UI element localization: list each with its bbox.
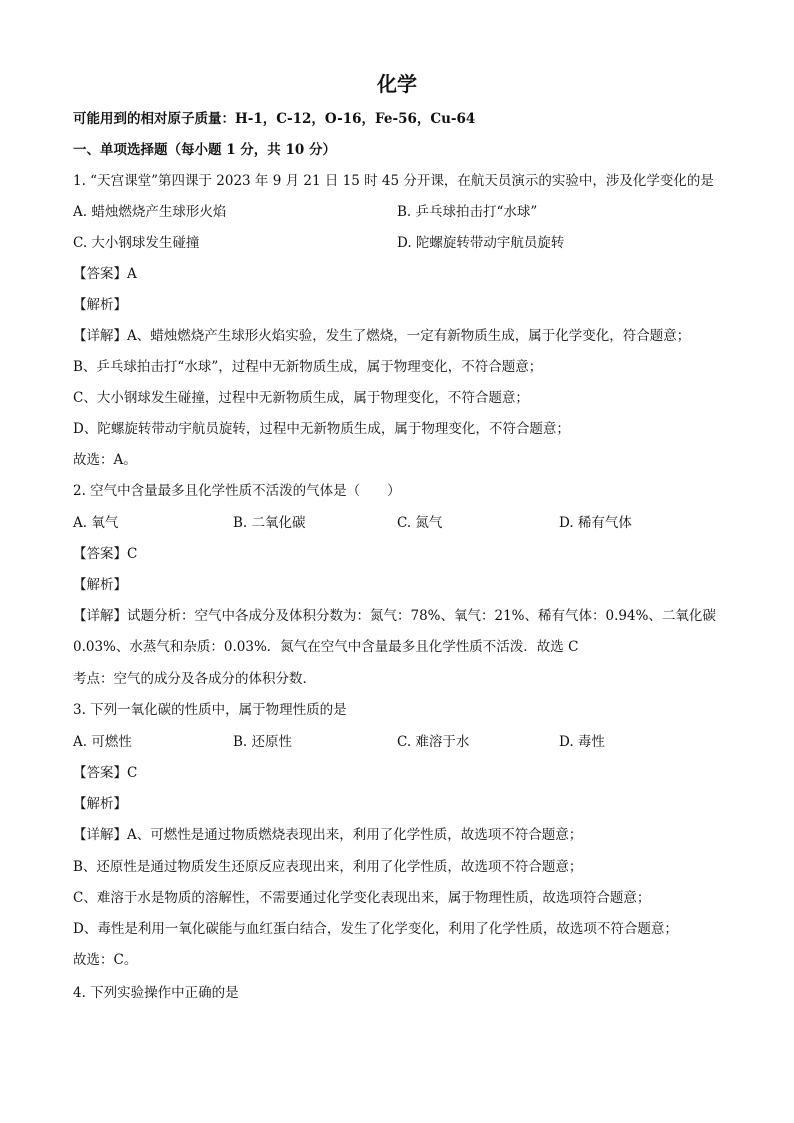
atomic-masses-note: 可能用到的相对原子质量：H-1，C-12，O-16，Fe-56，Cu-64 bbox=[73, 111, 476, 127]
question-1-option-b: B. 乒乓球拍击打“水球” bbox=[397, 204, 538, 220]
question-3-analysis: 【解析】 bbox=[73, 796, 127, 812]
question-2-detail-line: 考点：空气的成分及各成分的体积分数． bbox=[73, 671, 316, 687]
question-3-detail-line: 【详解】A、可燃性是通过物质燃烧表现出来，利用了化学性质，故选项不符合题意； bbox=[73, 827, 583, 843]
question-3-detail-line: C、难溶于水是物质的溶解性，不需要通过化学变化表现出来，属于物理性质，故选项符合题意； bbox=[73, 890, 651, 906]
question-3-option-a: A. 可燃性 bbox=[73, 734, 132, 750]
question-1-detail-line: 故选：A。 bbox=[73, 452, 137, 468]
question-1-detail-line: C、大小钢球发生碰撞，过程中无新物质生成，属于物理变化，不符合题意； bbox=[73, 390, 529, 406]
question-3-detail-line: 故选：C。 bbox=[73, 952, 138, 968]
section-heading: 一、单项选择题（每小题 1 分，共 10 分） bbox=[73, 142, 336, 158]
question-3-option-d: D. 毒性 bbox=[559, 734, 605, 750]
question-3-detail-line: D、毒性是利用一氧化碳能与血红蛋白结合，发生了化学变化，利用了化学性质，故选项不符合题意； bbox=[73, 921, 678, 937]
question-1-option-d: D. 陀螺旋转带动宇航员旋转 bbox=[397, 235, 565, 251]
question-2-detail-line: 0.03%、水蒸气和杂质：0.03%．氮气在空气中含量最多且化学性质不活泼．故选 C bbox=[73, 639, 579, 655]
page-title: 化学 bbox=[377, 72, 417, 96]
question-1-stem: 1. “天宫课堂”第四课于 2023 年 9 月 21 日 15 时 45 分开课，在航天员演示的实验中，涉及化学变化的是 bbox=[73, 173, 714, 189]
question-1-answer: 【答案】A bbox=[73, 266, 137, 282]
question-3-detail-line: B、还原性是通过物质发生还原反应表现出来，利用了化学性质，故选项不符合题意； bbox=[73, 859, 583, 875]
question-2-analysis: 【解析】 bbox=[73, 577, 127, 593]
question-4-stem: 4. 下列实验操作中正确的是 bbox=[73, 985, 239, 1001]
question-1-option-a: A. 蜡烛燃烧产生球形火焰 bbox=[73, 204, 227, 220]
question-2-stem: 2. 空气中含量最多且化学性质不活泼的气体是（ ） bbox=[73, 483, 401, 499]
question-2-option-b: B. 二氧化碳 bbox=[233, 515, 306, 531]
question-1-detail-line: D、陀螺旋转带动宇航员旋转，过程中无新物质生成，属于物理变化，不符合题意； bbox=[73, 421, 570, 437]
question-2-answer: 【答案】C bbox=[73, 546, 138, 562]
question-2-option-c: C. 氮气 bbox=[397, 515, 443, 531]
question-1-option-c: C. 大小钢球发生碰撞 bbox=[73, 235, 200, 251]
question-3-option-c: C. 难溶于水 bbox=[397, 734, 470, 750]
question-3-stem: 3. 下列一氧化碳的性质中，属于物理性质的是 bbox=[73, 702, 347, 718]
question-1-analysis: 【解析】 bbox=[73, 297, 127, 313]
question-2-option-a: A. 氧气 bbox=[73, 515, 119, 531]
question-3-answer: 【答案】C bbox=[73, 765, 138, 781]
question-1-detail-line: 【详解】A、蜡烛燃烧产生球形火焰实验，发生了燃烧，一定有新物质生成，属于化学变化，符合题意； bbox=[73, 328, 691, 344]
question-3-option-b: B. 还原性 bbox=[233, 734, 293, 750]
question-1-detail-line: B、乒乓球拍击打“水球”，过程中无新物质生成，属于物理变化，不符合题意； bbox=[73, 359, 543, 375]
question-2-option-d: D. 稀有气体 bbox=[559, 515, 632, 531]
question-2-detail-line: 【详解】试题分析：空气中各成分及体积分数为：氮气：78%、氧气：21%、稀有气体：0.94%、二氧化碳 bbox=[73, 608, 716, 624]
